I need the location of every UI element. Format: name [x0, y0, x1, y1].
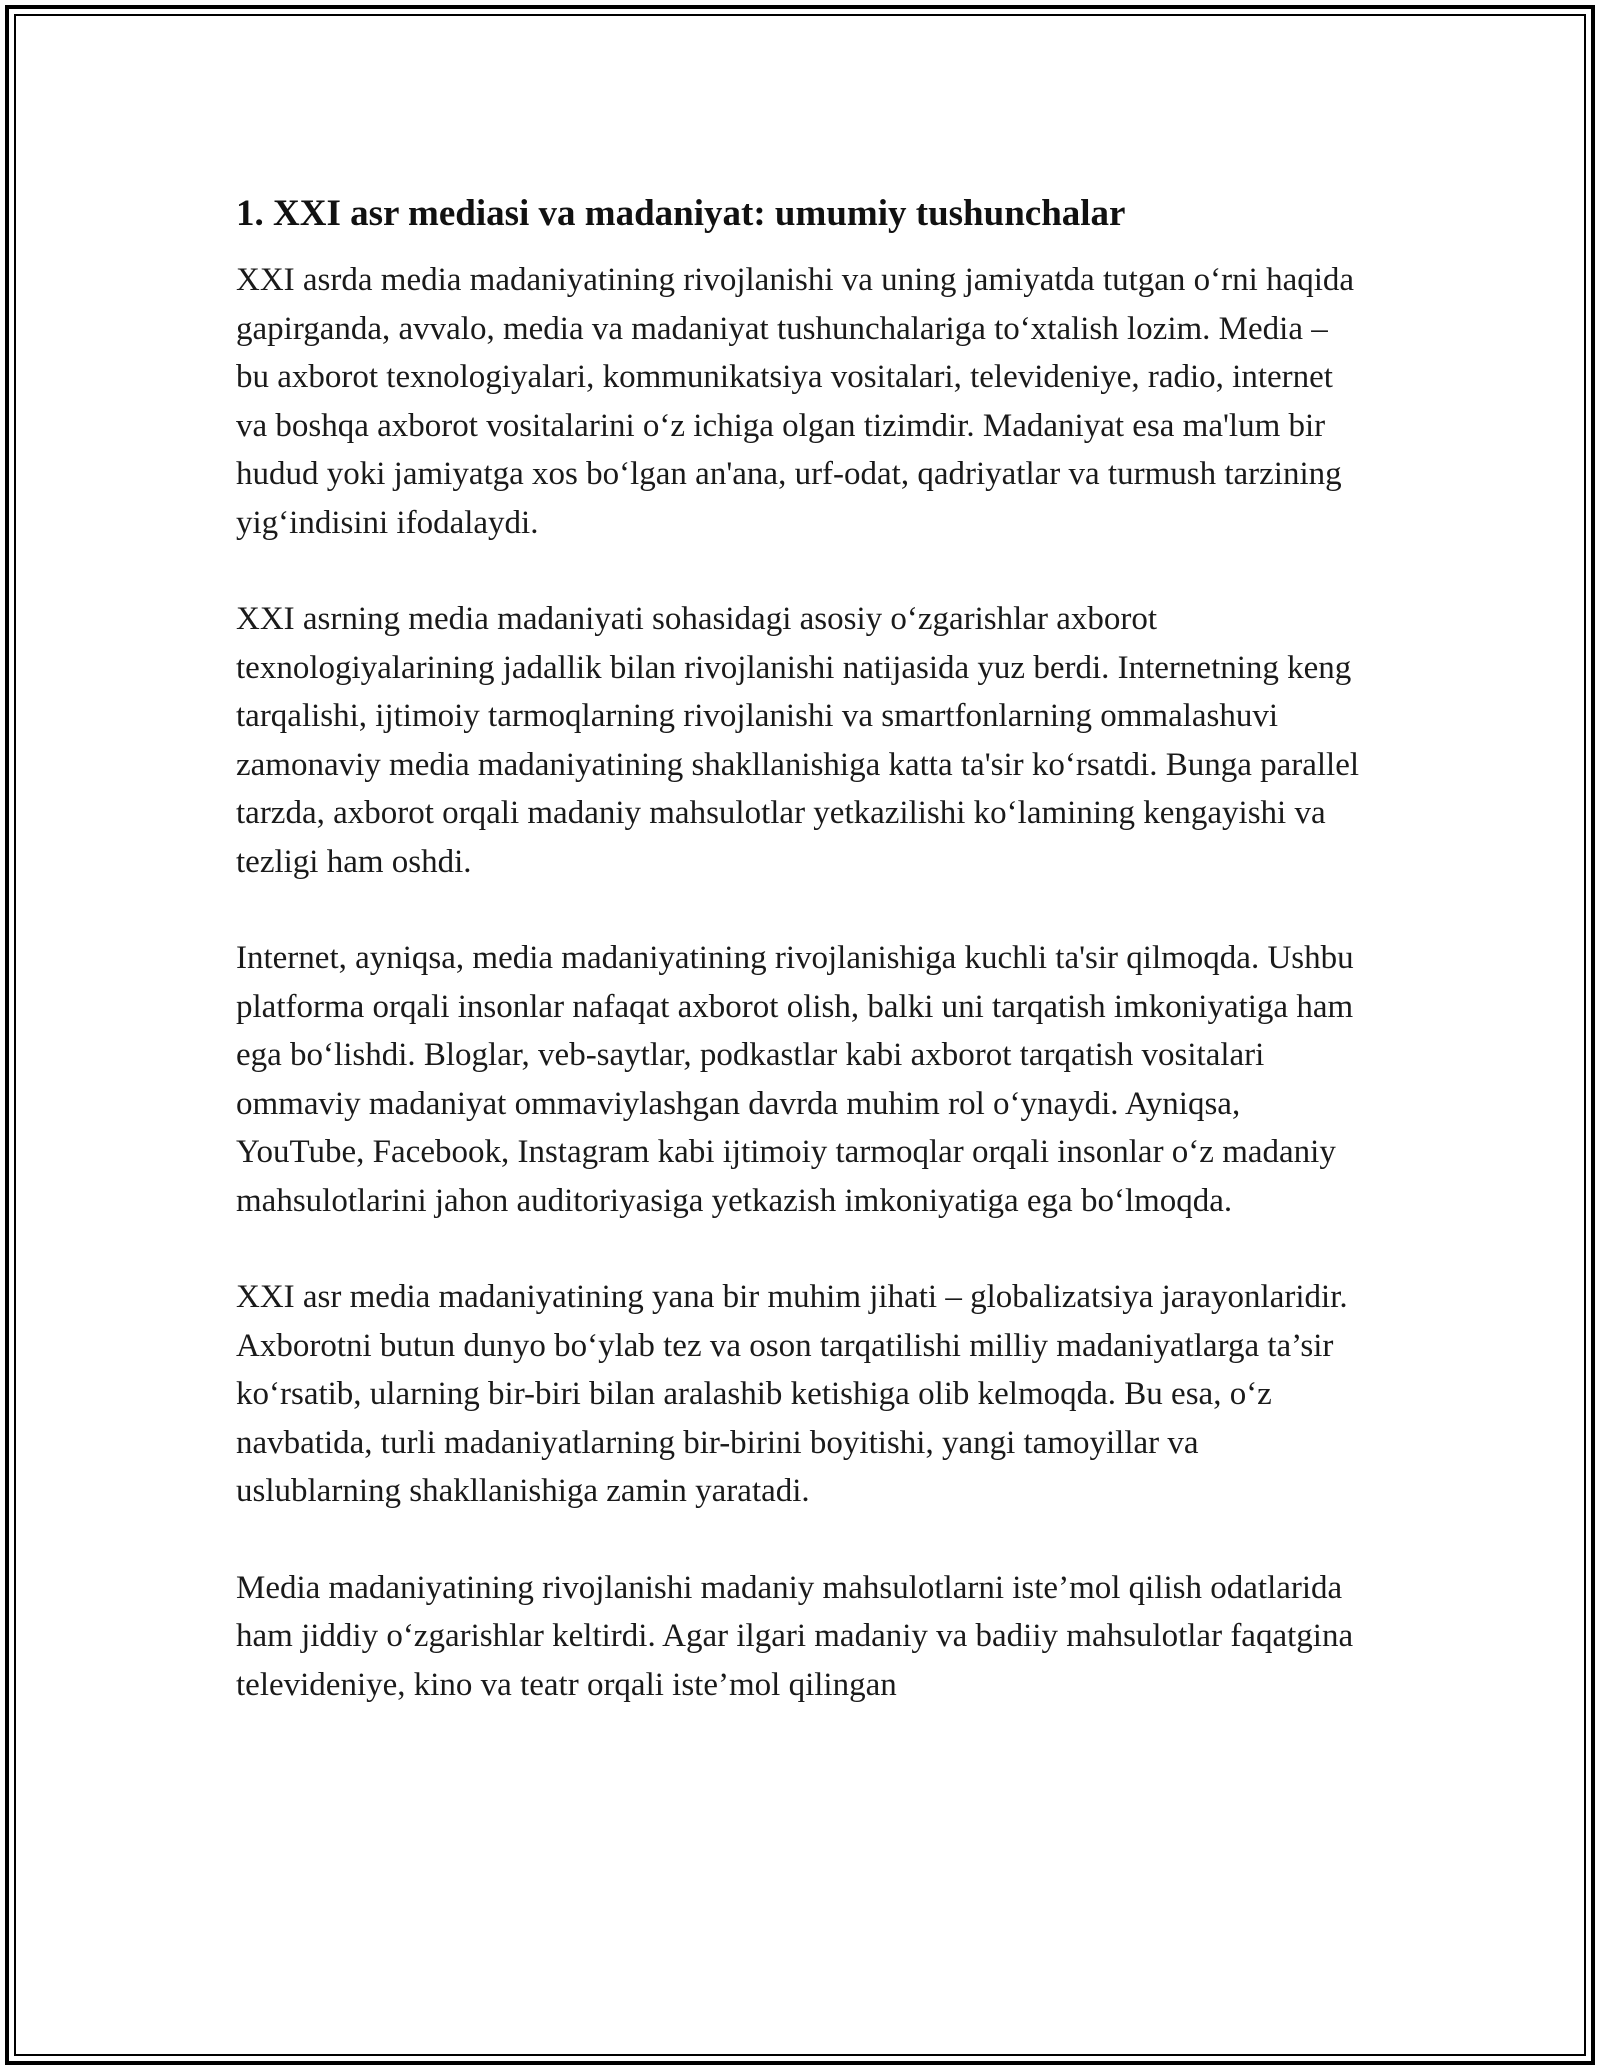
paragraph-5: Media madaniyatining rivojlanishi madaniy mahsulotlarni iste’mol qilish odatlarida ham jiddiy o‘zgarishlar keltirdi. Agar ilgari madaniy va badiiy mahsulotlar faqatgina televideniye, kino va teatr orqali iste’mol qilingan [236, 1569, 1354, 1703]
paragraph-2: XXI asrning media madaniyati sohasidagi asosiy o‘zgarishlar axborot texnologiyalarining jadallik bilan rivojlanishi natijasida yuz berdi. Internetning keng tarqalishi, ijtimoiy tarmoqlarning rivojlanishi va smartfonlarning ommalashuvi zamonaviy media madaniyatining shakllanishiga katta ta'sir ko‘rsatdi. Bunga parallel tarzda, axborot orqali madaniy mahsulotlar yetkazilishi ko‘lamining kengayishi va tezligi ham oshdi. [236, 601, 1360, 880]
section-heading: 1. XXI asr mediasi va madaniyat: umumiy tushunchalar [236, 193, 1126, 234]
document-body [236, 186, 1366, 1709]
paragraph-4: XXI asr media madaniyatining yana bir muhim jihati – globalizatsiya jarayonlaridir. Axborotni butun dunyo bo‘ylab tez va oson tarqatilishi milliy madaniyatlarga ta’sir ko‘rsatib, ularning bir-biri bilan aralashib ketishiga olib kelmoqda. Bu esa, o‘z navbatida, turli madaniyatlarning bir-birini boyitishi, yangi tamoyillar va uslublarning shakllanishiga zamin yaratadi. [236, 1279, 1348, 1509]
paragraph-3: Internet, ayniqsa, media madaniyatining rivojlanishiga kuchli ta'sir qilmoqda. Ushbu platforma orqali insonlar nafaqat axborot olish, balki uni tarqatish imkoniyatiga ham ega bo‘lishdi. Bloglar, veb-saytlar, podkastlar kabi axborot tarqatish vositalari ommaviy madaniyat ommaviylashgan davrda muhim rol o‘ynaydi. Ayniqsa, YouTube, Facebook, Instagram kabi ijtimoiy tarmoqlar orqali insonlar o‘z madaniy mahsulotlarini jahon auditoriyasiga yetkazish imkoniyatiga ega bo‘lmoqda. [236, 940, 1354, 1219]
paragraph-1: XXI asrda media madaniyatining rivojlanishi va uning jamiyatda tutgan o‘rni haqida gapirganda, avvalo, media va madaniyat tushunchalariga to‘xtalish lozim. Media – bu axborot texnologiyalari, kommunikatsiya vositalari, televideniye, radio, internet va boshqa axborot vositalarini o‘z ichiga olgan tizimdir. Madaniyat esa ma'lum bir hudud yoki jamiyatga xos bo‘lgan an'ana, urf-odat, qadriyatlar va turmush tarzining yig‘indisini ifodalaydi. [236, 262, 1355, 541]
